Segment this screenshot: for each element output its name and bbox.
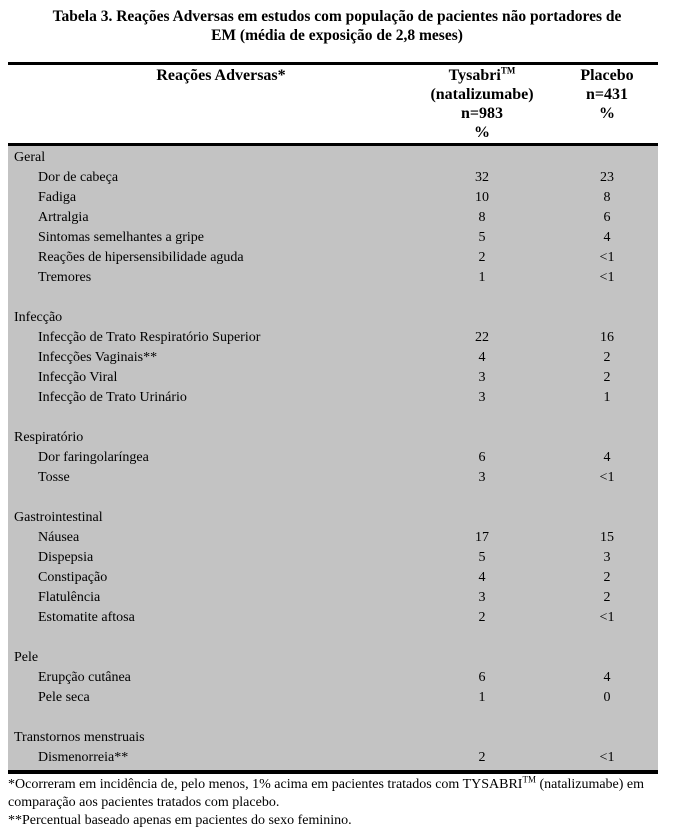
- tysabri-header-name: Tysabri™: [448, 65, 516, 84]
- tysabri-value: 3: [478, 590, 486, 605]
- table-row: [8, 268, 658, 288]
- reaction-label: Pele seca: [38, 690, 90, 705]
- tysabri-value: 3: [478, 470, 486, 485]
- reaction-label: Náusea: [38, 530, 80, 545]
- table-row: [8, 168, 658, 188]
- placebo-value: 0: [603, 690, 611, 705]
- section-spacer: [8, 708, 658, 728]
- placebo-value: 3: [603, 550, 611, 565]
- trademark-superscript: TM: [500, 65, 516, 76]
- table-row: [8, 688, 658, 708]
- section-category: Gastrointestinal: [14, 510, 103, 525]
- placebo-value: 2: [603, 370, 611, 385]
- reaction-label: Reações de hipersensibilidade aguda: [38, 250, 244, 265]
- footnote-1: *Ocorreram em incidência de, pelo menos, 1% acima em pacientes tratados com TYSABRI™ (natalizumabe) em comparação aos pacientes tratados com placebo.: [8, 774, 645, 810]
- table-row: [8, 348, 658, 368]
- table-row: [8, 668, 658, 688]
- tysabri-value: 1: [478, 690, 486, 705]
- tysabri-value: 2: [478, 610, 486, 625]
- table-row: [8, 188, 658, 208]
- tysabri-value: 8: [478, 210, 486, 225]
- tysabri-value: 4: [478, 350, 486, 365]
- table-row: [8, 568, 658, 588]
- table-row: [8, 448, 658, 468]
- reaction-label: Infecção de Trato Respiratório Superior: [38, 330, 261, 345]
- section-category: Infecção: [14, 310, 63, 325]
- table-row: [8, 528, 658, 548]
- placebo-value: 4: [603, 230, 611, 245]
- table-row: [8, 588, 658, 608]
- placebo-value: 23: [600, 170, 614, 185]
- table-title-line1: Tabela 3. Reações Adversas em estudos com população de pacientes não portadores de: [52, 8, 622, 25]
- table-row: [8, 228, 658, 248]
- trademark-superscript: TM: [522, 774, 536, 785]
- placebo-value: <1: [599, 470, 615, 485]
- placebo-value: 2: [603, 570, 611, 585]
- placebo-value: 4: [603, 670, 611, 685]
- reaction-label: Artralgia: [38, 210, 89, 225]
- section-category: Geral: [14, 150, 46, 165]
- table-row: [8, 388, 658, 408]
- placebo-header-name: Placebo: [580, 67, 634, 84]
- placebo-value: 4: [603, 450, 611, 465]
- reaction-label: Infecções Vaginais**: [38, 350, 158, 365]
- column-header-reactions: Reações Adversas*: [156, 67, 286, 84]
- section-category: Pele: [14, 650, 39, 665]
- reaction-label: Tosse: [38, 470, 70, 485]
- tysabri-value: 6: [478, 670, 486, 685]
- tysabri-header-percent: %: [474, 124, 490, 141]
- footnotes: [0, 774, 672, 829]
- placebo-value: 2: [603, 590, 611, 605]
- tysabri-header-generic: (natalizumabe): [430, 86, 534, 103]
- tysabri-value: 6: [478, 450, 486, 465]
- reaction-label: Constipação: [38, 570, 108, 585]
- placebo-value: <1: [599, 610, 615, 625]
- tysabri-value: 2: [478, 250, 486, 265]
- reaction-label: Infecção de Trato Urinário: [38, 390, 187, 405]
- reaction-label: Dismenorreia**: [38, 750, 129, 765]
- placebo-value: <1: [599, 750, 615, 765]
- table-row: [8, 608, 658, 628]
- column-header-placebo: [556, 66, 658, 142]
- tysabri-value: 32: [475, 170, 489, 185]
- tysabri-value: 22: [475, 330, 489, 345]
- reaction-label: Dor de cabeça: [38, 170, 119, 185]
- table-row: [8, 368, 658, 388]
- tysabri-value: 3: [478, 390, 486, 405]
- column-header-tysabri: [408, 66, 556, 142]
- tysabri-value: 5: [478, 230, 486, 245]
- table-row: [8, 468, 658, 488]
- table-title: [0, 0, 674, 45]
- tysabri-value: 1: [478, 270, 486, 285]
- section-spacer: [8, 408, 658, 428]
- tysabri-value: 10: [475, 190, 489, 205]
- placebo-header-percent: %: [599, 105, 615, 122]
- placebo-value: <1: [599, 270, 615, 285]
- placebo-value: 15: [600, 530, 614, 545]
- placebo-value: 8: [603, 190, 611, 205]
- tysabri-value: 17: [475, 530, 489, 545]
- reaction-label: Erupção cutânea: [38, 670, 131, 685]
- adverse-reactions-table: [8, 62, 658, 774]
- table-body: [8, 146, 658, 770]
- reaction-label: Dispepsia: [38, 550, 94, 565]
- table-header-row: [8, 65, 658, 143]
- section-category: Respiratório: [14, 430, 84, 445]
- placebo-value: <1: [599, 250, 615, 265]
- tysabri-value: 5: [478, 550, 486, 565]
- placebo-value: 6: [603, 210, 611, 225]
- reaction-label: Estomatite aftosa: [38, 610, 135, 625]
- section-spacer: [8, 628, 658, 648]
- placebo-header-n: n=431: [585, 86, 628, 103]
- reaction-label: Flatulência: [38, 590, 101, 605]
- tysabri-value: 2: [478, 750, 486, 765]
- tysabri-header-n: n=983: [460, 105, 503, 122]
- table-row: [8, 328, 658, 348]
- footnote-2: **Percentual baseado apenas em pacientes do sexo feminino.: [8, 813, 352, 828]
- table-row: [8, 208, 658, 228]
- table-row: [8, 248, 658, 268]
- table-row: [8, 548, 658, 568]
- placebo-value: 1: [603, 390, 611, 405]
- reaction-label: Dor faringolaríngea: [38, 450, 149, 465]
- placebo-value: 2: [603, 350, 611, 365]
- reaction-label: Infecção Viral: [38, 370, 118, 385]
- section-category: Transtornos menstruais: [14, 730, 145, 745]
- table-row: [8, 748, 658, 768]
- section-spacer: [8, 488, 658, 508]
- reaction-label: Fadiga: [38, 190, 77, 205]
- table-title-line2: EM (média de exposição de 2,8 meses): [211, 27, 463, 44]
- placebo-value: 16: [600, 330, 614, 345]
- tysabri-value: 4: [478, 570, 486, 585]
- section-spacer: [8, 288, 658, 308]
- reaction-label: Sintomas semelhantes a gripe: [38, 230, 205, 245]
- reaction-label: Tremores: [38, 270, 92, 285]
- tysabri-value: 3: [478, 370, 486, 385]
